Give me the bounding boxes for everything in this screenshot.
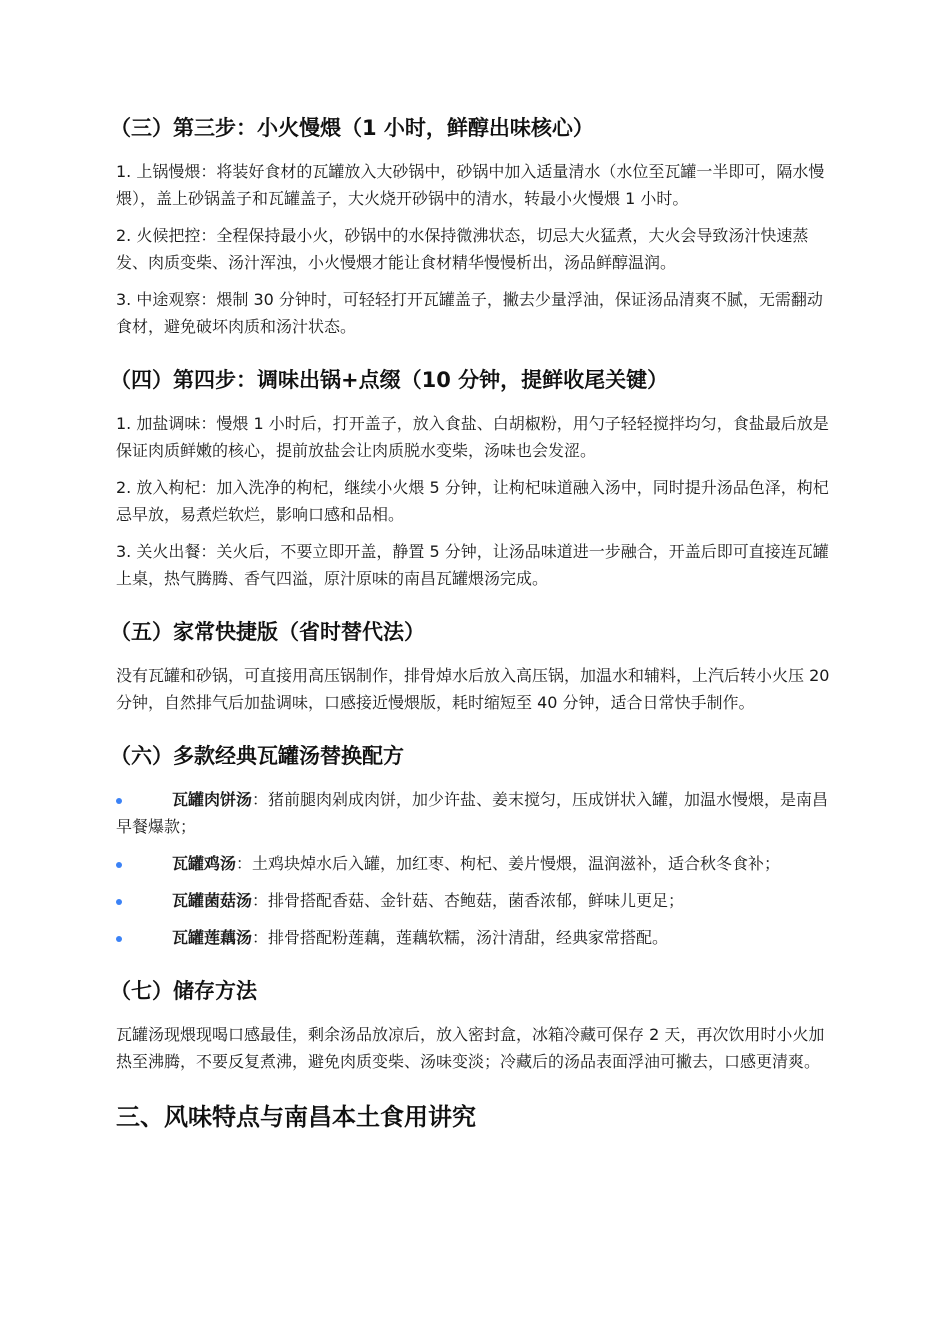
bullet-icon — [116, 899, 122, 905]
chapter-heading: 三、风味特点与南昌本土食用讲究 — [116, 1103, 476, 1131]
section-quick-version — [110, 616, 838, 716]
paragraph: 3. 中途观察：煨制 30 分钟时，可轻轻打开瓦罐盖子，撇去少量浮油，保证汤品清爽不腻，无需翻动食材，避免破坏肉质和汤汁状态。 — [116, 290, 823, 336]
recipe-name: 瓦罐鸡汤 — [172, 854, 237, 873]
section-step-three — [110, 112, 838, 340]
spacer — [116, 961, 838, 975]
section-heading: （七）储存方法 — [110, 979, 257, 1003]
recipe-desc: ：排骨搭配粉莲藕，莲藕软糯，汤汁清甜，经典家常搭配。 — [252, 928, 669, 947]
recipe-desc: ：排骨搭配香菇、金针菇、杏鲍菇，菌香浓郁，鲜味儿更足； — [252, 891, 685, 910]
list-item — [116, 850, 838, 877]
list-item — [116, 887, 838, 914]
section-step-four — [110, 364, 838, 592]
bullet-icon — [116, 862, 122, 868]
section-heading: （六）多款经典瓦罐汤替换配方 — [110, 744, 404, 768]
bullet-icon — [116, 936, 122, 942]
spacer — [116, 602, 838, 616]
paragraph: 3. 关火出餐：关火后，不要立即开盖，静置 5 分钟，让汤品味道进一步融合，开盖后即可直接连瓦罐上桌，热气腾腾、香气四溢，原汁原味的南昌瓦罐煨汤完成。 — [116, 542, 829, 588]
recipe-desc: ：猪前腿肉剁成肉饼，加少许盐、姜末搅匀，压成饼状入罐，加温水慢煨，是南昌早餐爆款； — [116, 790, 829, 836]
recipe-name: 瓦罐肉饼汤 — [172, 790, 253, 809]
section-heading: （五）家常快捷版（省时替代法） — [110, 620, 425, 644]
recipe-name: 瓦罐菌菇汤 — [172, 891, 253, 910]
recipe-desc: ：土鸡块焯水后入罐，加红枣、枸杞、姜片慢煨，温润滋补，适合秋冬食补； — [236, 854, 781, 873]
paragraph: 2. 火候把控：全程保持最小火，砂锅中的水保持微沸状态，切忌大火猛煮，大火会导致汤汁快速蒸发、肉质变柴、汤汁浑浊，小火慢煨才能让食材精华慢慢析出，汤品鲜醇温润。 — [116, 226, 809, 272]
paragraph: 瓦罐汤现煨现喝口感最佳，剩余汤品放凉后，放入密封盒，冰箱冷藏可保存 2 天，再次饮用时小火加热至沸腾，不要反复煮沸，避免肉质变柴、汤味变淡；冷藏后的汤品表面浮油可撇去，口感更清爽。 — [116, 1025, 825, 1071]
paragraph: 2. 放入枸杞：加入洗净的枸杞，继续小火煨 5 分钟，让枸杞味道融入汤中，同时提升汤品色泽，枸杞忌早放，易煮烂软烂，影响口感和品相。 — [116, 478, 829, 524]
recipe-name: 瓦罐莲藕汤 — [172, 928, 253, 947]
bullet-icon — [116, 798, 122, 804]
section-storage — [110, 975, 838, 1075]
section-heading: （四）第四步：调味出锅+点缀（10 分钟，提鲜收尾关键） — [110, 368, 669, 392]
section-recipe-variants — [110, 740, 838, 951]
list-item — [116, 924, 838, 951]
spacer — [116, 1085, 838, 1099]
document-page — [110, 112, 838, 1135]
spacer — [116, 350, 838, 364]
paragraph: 没有瓦罐和砂锅，可直接用高压锅制作，排骨焯水后放入高压锅，加温水和辅料，上汽后转小火压 20 分钟，自然排气后加盐调味，口感接近慢煨版，耗时缩短至 40 分钟，适合日常快手制作。 — [116, 666, 830, 712]
list-item — [116, 786, 838, 840]
section-heading: （三）第三步：小火慢煨（1 小时，鲜醇出味核心） — [110, 116, 594, 140]
recipe-list — [116, 786, 838, 951]
paragraph: 1. 加盐调味：慢煨 1 小时后，打开盖子，放入食盐、白胡椒粉，用勺子轻轻搅拌均匀，食盐最后放是保证肉质鲜嫩的核心，提前放盐会让肉质脱水变柴，汤味也会发涩。 — [116, 414, 829, 460]
paragraph: 1. 上锅慢煨：将装好食材的瓦罐放入大砂锅中，砂锅中加入适量清水（水位至瓦罐一半即可，隔水慢煨），盖上砂锅盖子和瓦罐盖子，大火烧开砂锅中的清水，转最小火慢煨 1 小时。 — [116, 162, 825, 208]
spacer — [116, 726, 838, 740]
